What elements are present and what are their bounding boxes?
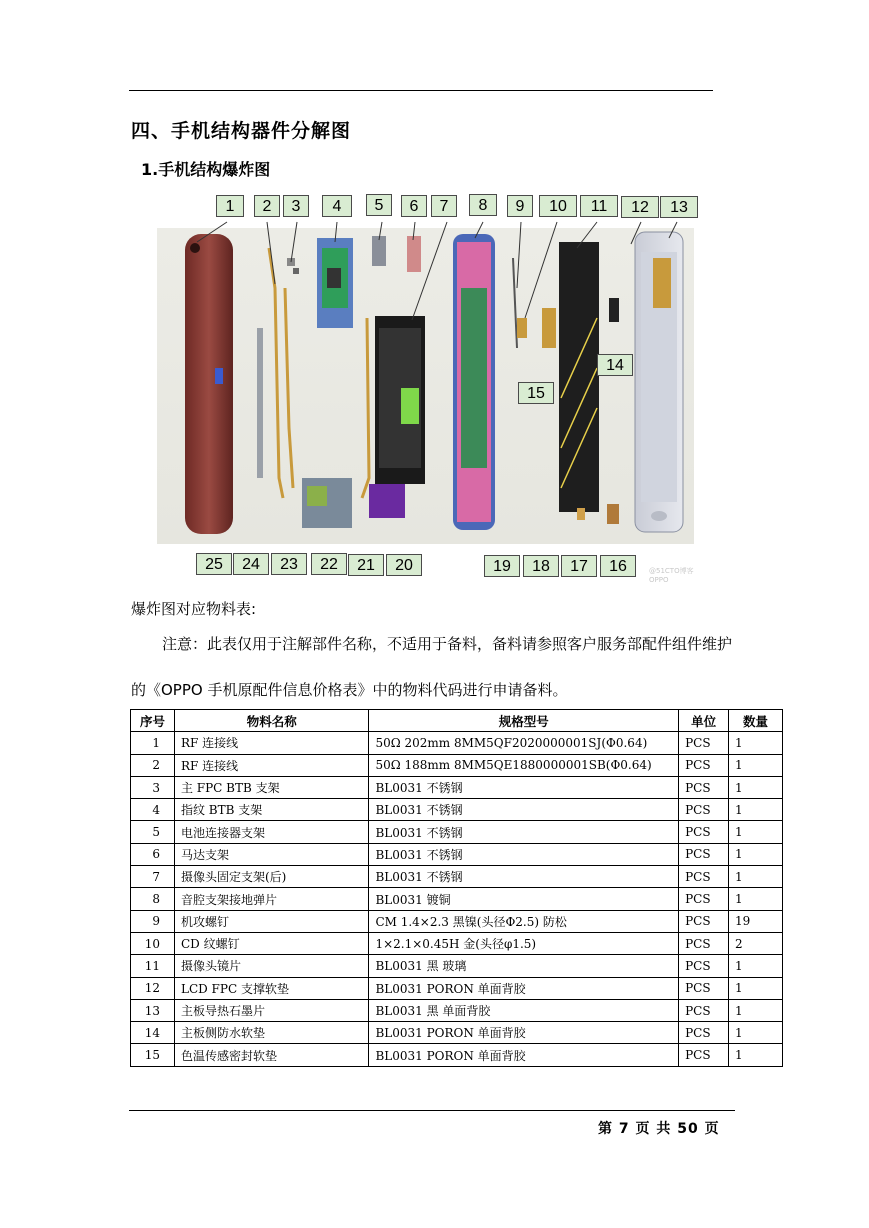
callout-label: 25 xyxy=(196,553,232,575)
figure-watermark: @51CTO博客OPPO xyxy=(649,567,694,584)
callout-label: 10 xyxy=(539,195,577,217)
cell-qty: 2 xyxy=(729,932,783,954)
cell-no: 2 xyxy=(131,754,175,776)
cell-qty: 19 xyxy=(729,910,783,932)
cell-name: 主板导热石墨片 xyxy=(174,999,368,1021)
cell-no: 6 xyxy=(131,843,175,865)
header-no: 序号 xyxy=(131,710,175,732)
cell-unit: PCS xyxy=(679,799,729,821)
subsection-heading: 1.手机结构爆炸图 xyxy=(141,160,271,179)
callout-label: 21 xyxy=(348,554,384,576)
callout-label: 23 xyxy=(271,553,307,575)
exploded-view-drawing xyxy=(157,228,694,544)
table-caption: 爆炸图对应物料表: xyxy=(131,600,257,618)
cell-no: 14 xyxy=(131,1022,175,1044)
cell-name: RF 连接线 xyxy=(174,754,368,776)
cell-name: LCD FPC 支撑软垫 xyxy=(174,977,368,999)
callout-label: 7 xyxy=(431,195,457,217)
cell-name: 指纹 BTB 支架 xyxy=(174,799,368,821)
note-text: 注意：此表仅用于注解部件名称，不适用于备料，备料请参照客户服务部配件组件维护 xyxy=(162,635,733,653)
cell-qty: 1 xyxy=(729,888,783,910)
callout-label: 3 xyxy=(283,195,309,217)
cell-name: 电池连接器支架 xyxy=(174,821,368,843)
cell-spec: BL0031 不锈钢 xyxy=(369,821,679,843)
callout-label: 2 xyxy=(254,195,280,217)
callout-label: 8 xyxy=(469,194,497,216)
cell-unit: PCS xyxy=(679,1044,729,1066)
cell-no: 4 xyxy=(131,799,175,821)
callout-label: 17 xyxy=(561,555,597,577)
cell-no: 7 xyxy=(131,866,175,888)
footer-rule xyxy=(129,1110,735,1111)
table-row xyxy=(131,843,783,865)
cell-name: 主 FPC BTB 支架 xyxy=(174,776,368,798)
cell-qty: 1 xyxy=(729,843,783,865)
callout-label: 9 xyxy=(507,195,533,217)
table-row xyxy=(131,754,783,776)
callout-label: 24 xyxy=(233,553,269,575)
cell-unit: PCS xyxy=(679,732,729,754)
callout-label: 14 xyxy=(597,354,633,376)
callout-label: 15 xyxy=(518,382,554,404)
cell-qty: 1 xyxy=(729,776,783,798)
cell-no: 3 xyxy=(131,776,175,798)
cell-no: 9 xyxy=(131,910,175,932)
callout-label: 16 xyxy=(600,555,636,577)
cell-name: 主板侧防水软垫 xyxy=(174,1022,368,1044)
cell-unit: PCS xyxy=(679,1022,729,1044)
cell-unit: PCS xyxy=(679,910,729,932)
cell-name: 音腔支架接地弹片 xyxy=(174,888,368,910)
callout-label: 13 xyxy=(660,196,698,218)
header-name: 物料名称 xyxy=(174,710,368,732)
note-text-continued: 的《OPPO 手机原配件信息价格表》中的物料代码进行申请备料。 xyxy=(131,681,568,699)
cell-no: 12 xyxy=(131,977,175,999)
cell-spec: BL0031 不锈钢 xyxy=(369,866,679,888)
cell-name: 马达支架 xyxy=(174,843,368,865)
table-row xyxy=(131,732,783,754)
cell-qty: 1 xyxy=(729,977,783,999)
callout-label: 5 xyxy=(366,194,392,216)
cell-spec: BL0031 镀铜 xyxy=(369,888,679,910)
cell-qty: 1 xyxy=(729,754,783,776)
cell-name: CD 纹螺钉 xyxy=(174,932,368,954)
cell-no: 5 xyxy=(131,821,175,843)
callout-label: 12 xyxy=(621,196,659,218)
callout-label: 6 xyxy=(401,195,427,217)
cell-qty: 1 xyxy=(729,1044,783,1066)
cell-qty: 1 xyxy=(729,799,783,821)
page-number: 第 7 页 共 50 页 xyxy=(598,1121,720,1137)
header-rule xyxy=(129,90,713,91)
cell-unit: PCS xyxy=(679,821,729,843)
section-heading: 四、手机结构器件分解图 xyxy=(131,120,352,142)
cell-no: 1 xyxy=(131,732,175,754)
cell-unit: PCS xyxy=(679,754,729,776)
cell-unit: PCS xyxy=(679,888,729,910)
table-row xyxy=(131,888,783,910)
cell-unit: PCS xyxy=(679,932,729,954)
table-row xyxy=(131,821,783,843)
cell-unit: PCS xyxy=(679,843,729,865)
table-row xyxy=(131,999,783,1021)
cell-unit: PCS xyxy=(679,866,729,888)
callout-label: 11 xyxy=(580,195,618,217)
cell-name: 摄像头镜片 xyxy=(174,955,368,977)
cell-unit: PCS xyxy=(679,955,729,977)
cell-qty: 1 xyxy=(729,732,783,754)
table-body xyxy=(131,732,783,1066)
table-row xyxy=(131,955,783,977)
header-qty: 数量 xyxy=(729,710,783,732)
cell-no: 10 xyxy=(131,932,175,954)
cell-no: 13 xyxy=(131,999,175,1021)
callout-label: 1 xyxy=(216,195,244,217)
table-row xyxy=(131,866,783,888)
callout-label: 22 xyxy=(311,553,347,575)
cell-unit: PCS xyxy=(679,776,729,798)
header-unit: 单位 xyxy=(679,710,729,732)
cell-spec: 50Ω 202mm 8MM5QF2020000001SJ(Φ0.64) xyxy=(369,732,679,754)
cell-spec: CM 1.4×2.3 黑镍(头径Φ2.5) 防松 xyxy=(369,910,679,932)
table-row xyxy=(131,910,783,932)
cell-name: 摄像头固定支架(后) xyxy=(174,866,368,888)
cell-spec: BL0031 不锈钢 xyxy=(369,799,679,821)
cell-no: 8 xyxy=(131,888,175,910)
callout-label: 20 xyxy=(386,554,422,576)
callout-label: 19 xyxy=(484,555,520,577)
cell-qty: 1 xyxy=(729,999,783,1021)
cell-name: 机攻螺钉 xyxy=(174,910,368,932)
callout-label: 4 xyxy=(322,195,352,217)
table-row xyxy=(131,776,783,798)
cell-name: 色温传感密封软垫 xyxy=(174,1044,368,1066)
cell-no: 15 xyxy=(131,1044,175,1066)
parts-table xyxy=(130,709,783,1067)
cell-spec: BL0031 PORON 单面背胶 xyxy=(369,1022,679,1044)
cell-qty: 1 xyxy=(729,1022,783,1044)
cell-spec: BL0031 PORON 单面背胶 xyxy=(369,1044,679,1066)
cell-qty: 1 xyxy=(729,955,783,977)
cell-spec: 1×2.1×0.45H 金(头径φ1.5) xyxy=(369,932,679,954)
cell-qty: 1 xyxy=(729,821,783,843)
table-row xyxy=(131,977,783,999)
table-header-row xyxy=(131,710,783,732)
cell-spec: BL0031 黑 玻璃 xyxy=(369,955,679,977)
cell-qty: 1 xyxy=(729,866,783,888)
cell-spec: 50Ω 188mm 8MM5QE1880000001SB(Φ0.64) xyxy=(369,754,679,776)
callout-label: 18 xyxy=(523,555,559,577)
cell-name: RF 连接线 xyxy=(174,732,368,754)
table-row xyxy=(131,1044,783,1066)
cell-no: 11 xyxy=(131,955,175,977)
cell-spec: BL0031 不锈钢 xyxy=(369,843,679,865)
cell-spec: BL0031 黑 单面背胶 xyxy=(369,999,679,1021)
table-row xyxy=(131,1022,783,1044)
cell-unit: PCS xyxy=(679,977,729,999)
table-row xyxy=(131,799,783,821)
cell-unit: PCS xyxy=(679,999,729,1021)
cell-spec: BL0031 PORON 单面背胶 xyxy=(369,977,679,999)
table-row xyxy=(131,932,783,954)
header-spec: 规格型号 xyxy=(369,710,679,732)
cell-spec: BL0031 不锈钢 xyxy=(369,776,679,798)
